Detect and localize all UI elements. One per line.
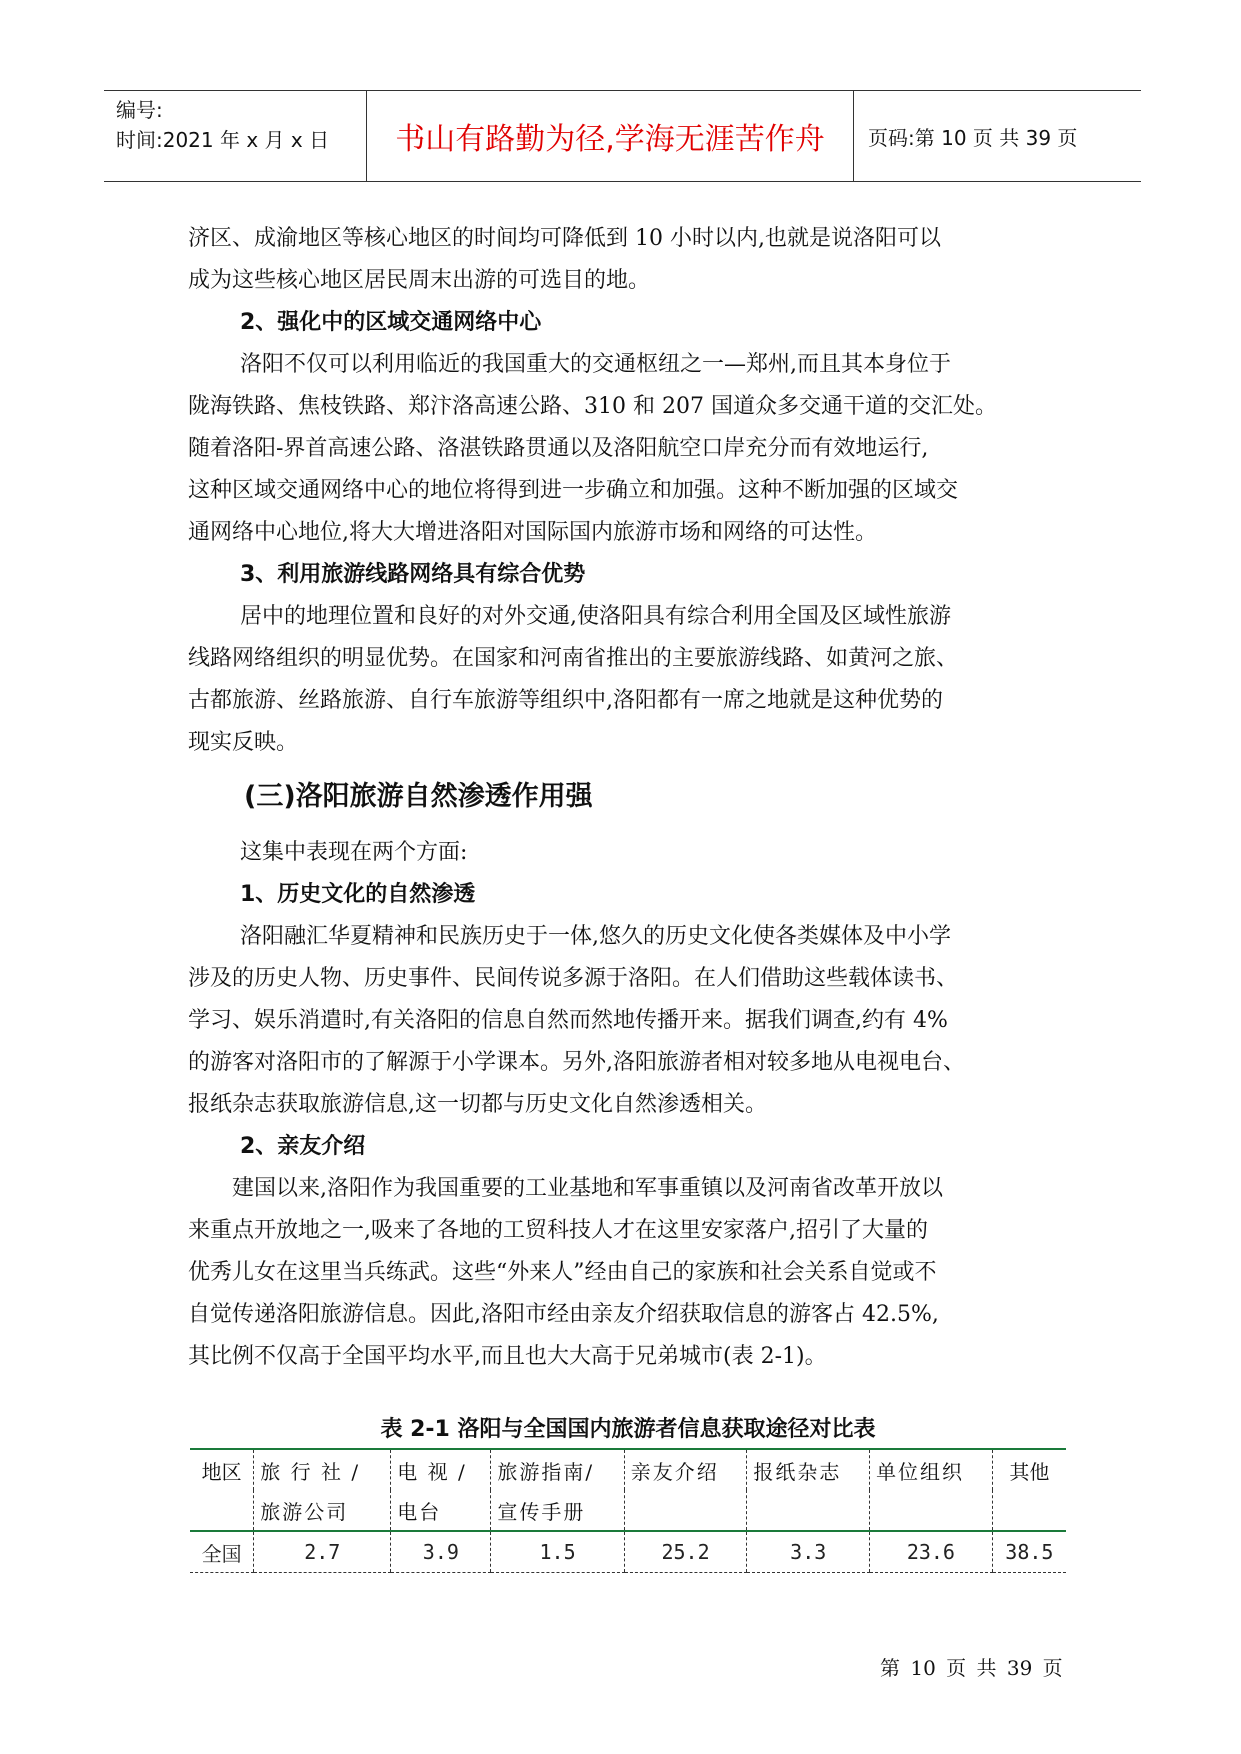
paragraph-line: 的游客对洛阳市的了解源于小学课本。另外,洛阳旅游者相对较多地从电视电台、 — [188, 1050, 965, 1075]
subheading: 1、历史文化的自然渗透 — [240, 882, 476, 907]
paragraph-line: 自觉传递洛阳旅游信息。因此,洛阳市经由亲友介绍获取信息的游客占 42.5%, — [188, 1302, 939, 1327]
paragraph-line: 通网络中心地位,将大大增进洛阳对国际国内旅游市场和网络的可达性。 — [188, 520, 877, 545]
paragraph-line: 涉及的历史人物、历史事件、民间传说多源于洛阳。在人们借助这些载体读书、 — [188, 966, 959, 991]
table-header-cell: 旅游指南/ — [491, 1449, 624, 1490]
paragraph-line: 线路网络组织的明显优势。在国家和河南省推出的主要旅游线路、如黄河之旅、 — [188, 646, 959, 671]
table-header-cell — [870, 1490, 993, 1531]
table-cell: 3.9 — [391, 1531, 491, 1573]
table-caption: 表 2-1 洛阳与全国国内旅游者信息获取途径对比表 — [380, 1417, 876, 1442]
subheading: 2、强化中的区域交通网络中心 — [240, 310, 542, 335]
header-meta — [104, 91, 366, 181]
header-number-label: 编号: — [116, 98, 163, 122]
table-header-cell: 单位组织 — [870, 1449, 993, 1490]
table-row — [190, 1531, 1066, 1573]
paragraph-line: 成为这些核心地区居民周末出游的可选目的地。 — [188, 268, 651, 293]
table-cell: 38.5 — [992, 1531, 1066, 1573]
table-header-cell: 旅游公司 — [254, 1490, 391, 1531]
table-cell-area: 全国 — [190, 1531, 254, 1573]
paragraph-line: 随着洛阳-界首高速公路、洛湛铁路贯通以及洛阳航空口岸充分而有效地运行, — [188, 436, 929, 461]
paragraph-line: 学习、娱乐消遣时,有关洛阳的信息自然而然地传播开来。据我们调查,约有 4% — [188, 1008, 948, 1033]
header-date: 时间:2021 年 x 月 x 日 — [116, 128, 330, 152]
table-header-row — [190, 1490, 1066, 1531]
document-body — [188, 218, 1068, 1378]
table-header-cell: 宣传手册 — [491, 1490, 624, 1531]
paragraph-line: 济区、成渝地区等核心地区的时间均可降低到 10 小时以内,也就是说洛阳可以 — [188, 226, 941, 251]
table-header-cell — [992, 1490, 1066, 1531]
table-header-row — [190, 1449, 1066, 1490]
table-header-cell: 其他 — [992, 1449, 1066, 1490]
paragraph-line: 洛阳不仅可以利用临近的我国重大的交通枢纽之一—郑州,而且其本身位于 — [240, 352, 951, 377]
header-page-label: 页码:第 10 页 共 39 页 — [868, 125, 1078, 150]
paragraph-line: 其比例不仅高于全国平均水平,而且也大大高于兄弟城市(表 2-1)。 — [188, 1344, 827, 1369]
paragraph-line: 这种区域交通网络中心的地位将得到进一步确立和加强。这种不断加强的区域交 — [188, 478, 959, 503]
section-heading: (三)洛阳旅游自然渗透作用强 — [244, 781, 593, 812]
paragraph-line: 陇海铁路、焦枝铁路、郑汴洛高速公路、310 和 207 国道众多交通干道的交汇处。 — [188, 394, 997, 419]
table-header-cell: 电 视 / — [391, 1449, 491, 1490]
table-cell: 25.2 — [624, 1531, 747, 1573]
table-header-cell: 电台 — [391, 1490, 491, 1531]
paragraph-line: 报纸杂志获取旅游信息,这一切都与历史文化自然渗透相关。 — [188, 1092, 767, 1117]
table-cell: 3.3 — [747, 1531, 870, 1573]
table-header-cell: 亲友介绍 — [624, 1449, 747, 1490]
comparison-table — [190, 1448, 1066, 1573]
header-motto: 书山有路勤为径,学海无涯苦作舟 — [366, 91, 854, 181]
table-header-cell — [190, 1490, 254, 1531]
table-header-cell: 报纸杂志 — [747, 1449, 870, 1490]
table-cell: 1.5 — [491, 1531, 624, 1573]
table-header-cell: 地区 — [190, 1449, 254, 1490]
subheading: 3、利用旅游线路网络具有综合优势 — [240, 562, 586, 587]
paragraph-line: 来重点开放地之一,吸来了各地的工贸科技人才在这里安家落户,招引了大量的 — [188, 1218, 928, 1243]
document-header — [104, 90, 1141, 182]
paragraph-line: 洛阳融汇华夏精神和民族历史于一体,悠久的历史文化使各类媒体及中小学 — [240, 924, 951, 949]
table-header-cell: 旅 行 社 / — [254, 1449, 391, 1490]
table-cell: 2.7 — [254, 1531, 391, 1573]
table-cell: 23.6 — [870, 1531, 993, 1573]
table-header-cell — [624, 1490, 747, 1531]
subheading: 2、亲友介绍 — [240, 1134, 366, 1159]
table-header-cell — [747, 1490, 870, 1531]
paragraph-line: 现实反映。 — [188, 730, 299, 755]
paragraph-line: 这集中表现在两个方面: — [240, 840, 468, 865]
paragraph-line: 居中的地理位置和良好的对外交通,使洛阳具有综合利用全国及区域性旅游 — [240, 604, 951, 629]
paragraph-line: 建国以来,洛阳作为我国重要的工业基地和军事重镇以及河南省改革开放以 — [232, 1176, 943, 1201]
page-footer: 第 10 页 共 39 页 — [880, 1656, 1063, 1680]
paragraph-line: 优秀儿女在这里当兵练武。这些“外来人”经由自己的家族和社会关系自觉或不 — [188, 1260, 937, 1285]
paragraph-line: 古都旅游、丝路旅游、自行车旅游等组织中,洛阳都有一席之地就是这种优势的 — [188, 688, 943, 713]
